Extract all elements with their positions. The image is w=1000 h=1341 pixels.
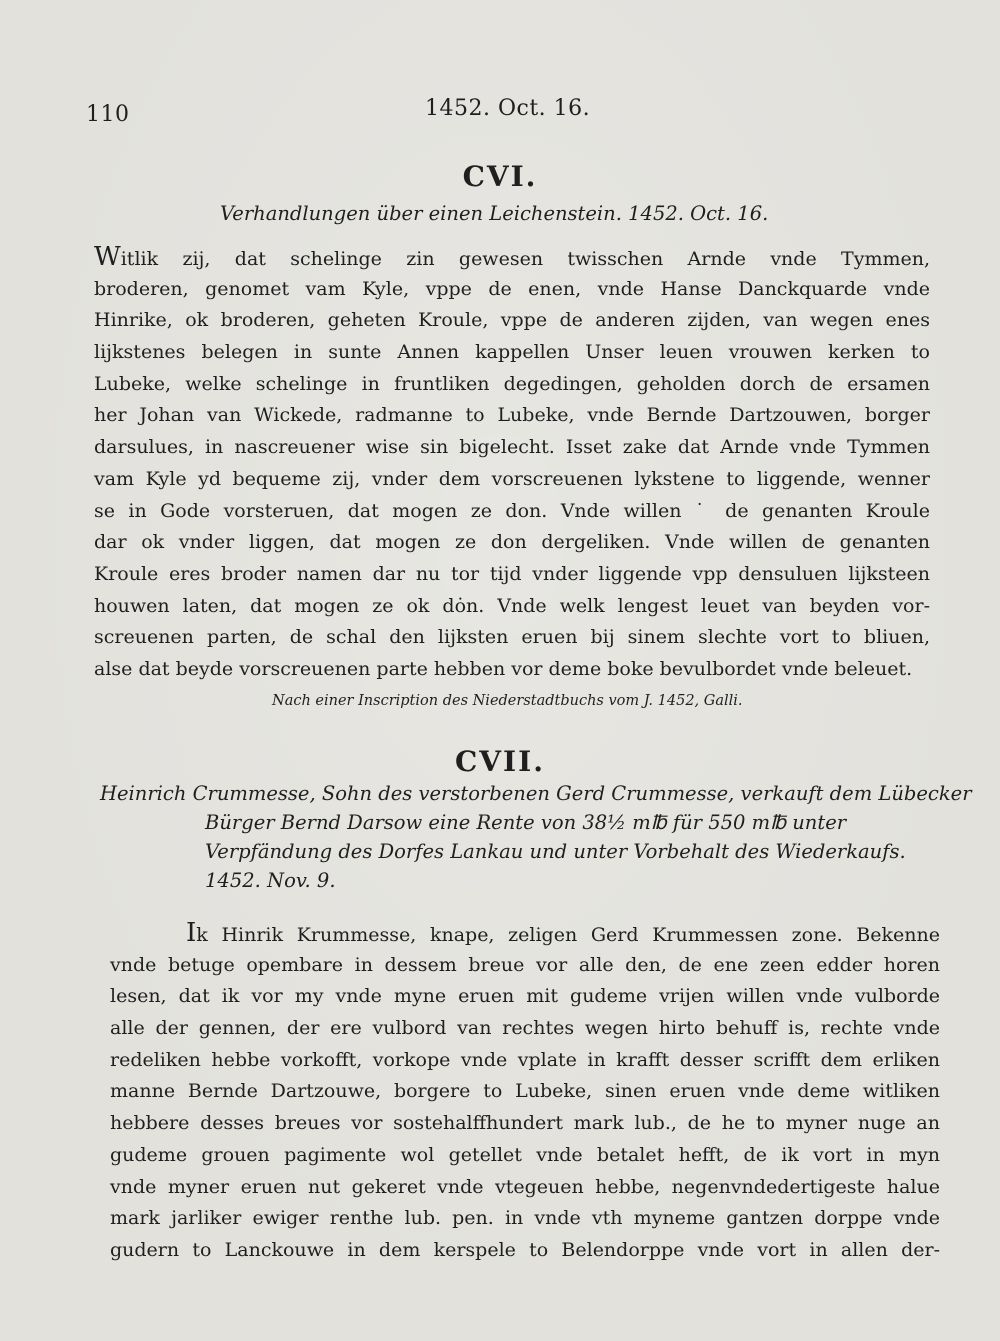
- regest-line: Verhandlungen über einen Leichenstein. 1452. Oct. 16.: [220, 202, 769, 225]
- text-line: mark jarliker ewiger renthe lub. pen. in vnde vth myneme gantzen dorppe vnde: [110, 1207, 940, 1230]
- text-line: broderen, genomet vam Kyle, vppe de enen, vnde Hanse Danckquarde vnde: [94, 277, 930, 300]
- text-line: dar ok vnder liggen, dat mogen ze don dergeliken. Vnde willen de genanten: [94, 531, 930, 554]
- page-number: 110: [86, 102, 130, 127]
- text-line: vnde myner eruen nut gekeret vnde vtegeuen hebbe, negenvndedertigeste halue: [110, 1175, 940, 1198]
- document-text-cvi: [94, 242, 930, 686]
- source-note-cvi: Nach einer Inscription des Niederstadtbuchs vom J. 1452, Galli.: [272, 693, 743, 709]
- text-line: lijkstenes belegen in sunte Annen kappellen Unser leuen vrouwen kerken to: [94, 341, 930, 364]
- regest-line: Bürger Bernd Darsow eine Rente von 38½ m℔ für 550 m℔ unter: [205, 811, 847, 834]
- document-number-cvii: CVII.: [455, 745, 545, 778]
- text-line: houwen laten, dat mogen ze ok dȯn. Vnde welk lengest leuet van beyden vor-: [94, 594, 930, 617]
- document-text-cvii: [110, 918, 940, 1267]
- regest-line: Heinrich Crummesse, Sohn des verstorbenen Gerd Crummesse, verkauft dem Lübecker: [100, 782, 972, 805]
- text-line: lesen, dat ik vor my vnde myne eruen mit gudeme vrijen willen vnde vulborde: [110, 985, 940, 1008]
- text-line: screuenen parten, de schal den lijksten eruen bij sinem slechte vort to bliuen,: [94, 626, 930, 649]
- text-line: Kroule eres broder namen dar nu tor tijd vnder liggende vpp densuluen lijksteen: [94, 562, 930, 585]
- text-line: her Johan van Wickede, radmanne to Lubeke, vnde Bernde Dartzouwen, borger: [94, 404, 930, 427]
- text-line: vam Kyle yd bequeme zij, vnder dem vorscreuenen lykstene to liggende, wenner: [94, 467, 930, 490]
- text-line: vnde betuge opembare in dessem breue vor alle den, de ene zeen edder horen: [110, 953, 940, 976]
- text-line: redeliken hebbe vorkofft, vorkope vnde vplate in krafft desser scrifft dem erliken: [110, 1048, 940, 1071]
- text-line: manne Bernde Dartzouwe, borgere to Lubeke, sinen eruen vnde deme witliken: [110, 1080, 940, 1103]
- text-line: gudern to Lanckouwe in dem kerspele to Belendorppe vnde vort in allen der-: [110, 1238, 940, 1261]
- regest-line: 1452. Nov. 9.: [205, 869, 336, 892]
- running-head: 1452. Oct. 16.: [425, 96, 591, 121]
- text-line: alse dat beyde vorscreuenen parte hebben vor deme boke bevulbordet vnde beleuet.: [94, 657, 913, 680]
- text-line: alle der gennen, der ere vulbord van rechtes wegen hirto behuff is, rechte vnde: [110, 1017, 940, 1040]
- text-line: hebbere desses breues vor sostehalffhundert mark lub., de he to myner nuge an: [110, 1112, 940, 1135]
- text-line: [94, 242, 930, 274]
- initial-letter: W: [94, 242, 121, 272]
- text-line: se in Gode vorsteruen, dat mogen ze don. Vnde willen ˙ de genanten Kroule: [94, 499, 930, 522]
- text-line-rest: itlik zij, dat schelinge zin gewesen twisschen Arnde vnde Tymmen,: [120, 248, 930, 270]
- text-line: Lubeke, welke schelinge in fruntliken degedingen, geholden dorch de ersamen: [94, 372, 930, 395]
- text-line-rest: k Hinrik Krummesse, knape, zeligen Gerd Krummessen zone. Bekenne: [196, 924, 940, 946]
- regest-cvii: [100, 779, 972, 895]
- initial-letter: I: [186, 918, 197, 948]
- text-line: [110, 918, 940, 950]
- text-line: darsulues, in nascreuener wise sin bigelecht. Isset zake dat Arnde vnde Tymmen: [94, 436, 930, 459]
- text-line: gudeme grouen pagimente wol getellet vnde betalet hefft, de ik vort in myn: [110, 1143, 940, 1166]
- regest-cvi: [220, 199, 768, 228]
- regest-line: Verpfändung des Dorfes Lankau und unter Vorbehalt des Wiederkaufs.: [205, 840, 906, 863]
- document-number-cvi: CVI.: [462, 160, 538, 193]
- text-line: Hinrike, ok broderen, geheten Kroule, vppe de anderen zijden, van wegen enes: [94, 309, 930, 332]
